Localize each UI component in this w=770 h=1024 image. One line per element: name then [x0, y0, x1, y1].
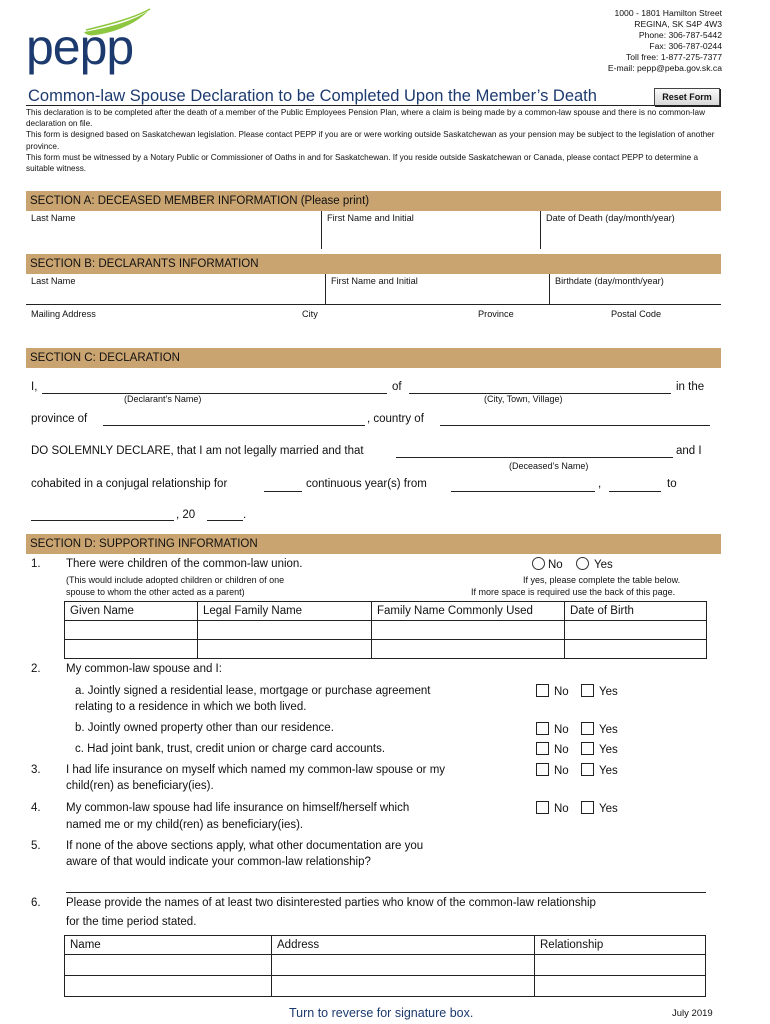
c-continuous: continuous year(s) from — [306, 478, 427, 490]
q2b-yes-checkbox[interactable] — [581, 722, 594, 735]
turn-over-note: Turn to reverse for signature box. — [289, 1006, 474, 1020]
a-first-name-label: First Name and Initial — [327, 213, 414, 223]
c-cohabited: cohabited in a conjugal relationship for — [31, 478, 228, 490]
c-province-of: province of — [31, 413, 88, 425]
q4-yes-label: Yes — [599, 803, 618, 815]
address-fax: Fax: 306-787-0244 — [649, 41, 722, 52]
parties-row — [65, 976, 706, 997]
q2c-yes-checkbox[interactable] — [581, 742, 594, 755]
c-deceased-line[interactable] — [396, 457, 673, 458]
children-table — [64, 601, 707, 659]
children-header-row — [65, 602, 707, 621]
b-row-rule — [26, 304, 721, 305]
c-city-caption: (City, Town, Village) — [484, 394, 563, 404]
q1-yes-radio[interactable] — [576, 557, 589, 570]
parties-cell[interactable] — [272, 976, 535, 997]
c-period: . — [243, 509, 247, 521]
b-birthdate-input[interactable] — [553, 288, 719, 302]
d-yes-note2: If more space is required use the back of this page. — [471, 587, 676, 597]
address-phone: Phone: 306-787-5442 — [638, 30, 722, 41]
a-date-of-death-label: Date of Death (day/month/year) — [546, 213, 675, 223]
children-header: Family Name Commonly Used — [372, 602, 565, 621]
q2a-yes-label: Yes — [599, 686, 618, 698]
q3-no-checkbox[interactable] — [536, 763, 549, 776]
d-q5-line1: If none of the above sections apply, what other documentation are you — [66, 840, 424, 852]
d-q1-text: There were children of the common-law union. — [66, 558, 303, 570]
q4-yes-checkbox[interactable] — [581, 801, 594, 814]
d-q2b: b. Jointly owned property other than our residence. — [75, 722, 334, 734]
b-birthdate-label: Birthdate (day/month/year) — [555, 276, 664, 286]
q2b-yes-label: Yes — [599, 724, 618, 736]
intro-p2: This form is designed based on Saskatchewan legislation. Please contact PEPP if you are or were working outside Saskatchewan as your pension may be subject to the legislation of another province. — [26, 130, 715, 151]
intro-p3: This form must be witnessed by a Notary Public or Commissioner of Oaths in and for Saskatchewan. If you reside outside Saskatchewan or Canada, please contact PEPP to determine a suitable witness. — [26, 152, 699, 174]
address-tollfree: Toll free: 1-877-275-7377 — [625, 52, 722, 63]
c-declarant-line[interactable] — [42, 393, 387, 394]
q3-yes-checkbox[interactable] — [581, 763, 594, 776]
b-last-name-label: Last Name — [31, 276, 76, 286]
children-row — [65, 640, 707, 659]
contact-address — [492, 8, 722, 75]
d-q2c: c. Had joint bank, trust, credit union or charge card accounts. — [75, 743, 386, 755]
children-row — [65, 621, 707, 640]
d-q1-note2: spouse to whom the other acted as a parent) — [66, 587, 245, 597]
parties-row — [65, 955, 706, 976]
address-email: E-mail: pepp@peba.gov.sk.ca — [607, 63, 722, 74]
c-in-the: in the — [676, 381, 705, 393]
parties-cell[interactable] — [535, 976, 706, 997]
children-header: Given Name — [65, 602, 198, 621]
a-divider-1 — [321, 211, 322, 249]
q2a-no-checkbox[interactable] — [536, 684, 549, 697]
c-deceased-caption: (Deceased’s Name) — [509, 461, 589, 471]
q1-yes-label: Yes — [594, 559, 613, 571]
b-divider-1 — [325, 274, 326, 304]
a-last-name-input[interactable] — [30, 226, 318, 246]
children-cell[interactable] — [198, 621, 372, 640]
c-country-of: , country of — [367, 413, 424, 425]
b-divider-2 — [549, 274, 550, 304]
q1-no-radio[interactable] — [532, 557, 545, 570]
children-cell[interactable] — [372, 640, 565, 659]
q2a-yes-checkbox[interactable] — [581, 684, 594, 697]
a-last-name-label: Last Name — [31, 213, 76, 223]
c-from-line[interactable] — [451, 491, 595, 492]
b-last-name-input[interactable] — [30, 288, 322, 302]
section-b-heading: SECTION B: DECLARANTS INFORMATION — [26, 254, 721, 274]
c-country-line[interactable] — [440, 425, 710, 426]
q4-no-label: No — [554, 803, 569, 815]
children-header: Legal Family Name — [198, 602, 372, 621]
a-divider-2 — [540, 211, 541, 249]
children-cell[interactable] — [65, 621, 198, 640]
intro-p1: This declaration is to be completed after the death of a member of the Public Employees Pension Plan, where a claim is being made by a common-law spouse and there is no common-law declaration on file. — [26, 108, 706, 129]
b-address-input[interactable] — [30, 321, 720, 345]
c-to-date-line[interactable] — [31, 520, 174, 521]
b-first-name-label: First Name and Initial — [331, 276, 418, 286]
c-and-i: and I — [676, 445, 702, 457]
d-q3-line2: child(ren) as beneficiary(ies). — [66, 780, 214, 792]
parties-header: Relationship — [535, 936, 706, 955]
q2c-yes-label: Yes — [599, 744, 618, 756]
b-city-label: City — [302, 309, 318, 319]
parties-header: Name — [65, 936, 272, 955]
c-years-line[interactable] — [264, 491, 302, 492]
c-of: of — [392, 381, 402, 393]
address-line2: REGINA, SK S4P 4W3 — [634, 19, 722, 30]
q2c-no-label: No — [554, 744, 569, 756]
children-cell[interactable] — [565, 621, 707, 640]
d-q2a-line1: a. Jointly signed a residential lease, mortgage or purchase agreement — [75, 685, 431, 697]
section-d-heading: SECTION D: SUPPORTING INFORMATION — [26, 534, 721, 554]
d-q3-number: 3. — [31, 764, 41, 776]
a-date-of-death-input[interactable] — [544, 226, 719, 246]
c-province-line[interactable] — [103, 425, 365, 426]
d-q1-note1: (This would include adopted children or children of one — [66, 575, 285, 585]
a-first-name-input[interactable] — [325, 226, 537, 246]
reset-form-button[interactable]: Reset Form — [654, 88, 720, 106]
children-cell[interactable] — [198, 640, 372, 659]
parties-header: Address — [272, 936, 535, 955]
d-q4-number: 4. — [31, 802, 41, 814]
c-comma: , — [598, 478, 602, 490]
d-q2a-line2: relating to a residence in which we both lived. — [75, 701, 307, 713]
b-province-label: Province — [478, 309, 514, 319]
parties-cell[interactable] — [65, 976, 272, 997]
q2c-no-checkbox[interactable] — [536, 742, 549, 755]
children-cell[interactable] — [565, 640, 707, 659]
d-q2-text: My common-law spouse and I: — [66, 663, 222, 675]
c-to: to — [667, 478, 677, 490]
form-title: Common-law Spouse Declaration to be Completed Upon the Member’s Death — [28, 87, 597, 105]
section-c-heading: SECTION C: DECLARATION — [26, 348, 721, 368]
q5-answer-line[interactable] — [66, 892, 706, 893]
form-date: July 2019 — [672, 1008, 713, 1019]
d-q5-line2: aware of that would indicate your common-law relationship? — [66, 856, 371, 868]
d-q5-number: 5. — [31, 840, 41, 852]
children-header: Date of Birth — [565, 602, 707, 621]
pepp-logo — [26, 8, 156, 80]
c-twenty: , 20 — [176, 509, 196, 521]
q3-yes-label: Yes — [599, 765, 618, 777]
address-line1: 1000 - 1801 Hamilton Street — [614, 8, 722, 18]
children-cell[interactable] — [372, 621, 565, 640]
c-from-year-line[interactable] — [609, 491, 661, 492]
d-q2-number: 2. — [31, 663, 41, 675]
parties-cell[interactable] — [272, 955, 535, 976]
parties-header-row — [65, 936, 706, 955]
intro-text — [26, 107, 720, 174]
d-q6-number: 6. — [31, 897, 41, 909]
b-mailing-label: Mailing Address — [31, 309, 96, 319]
c-declarant-caption: (Declarant’s Name) — [124, 394, 202, 404]
children-cell[interactable] — [65, 640, 198, 659]
d-q4-line1: My common-law spouse had life insurance on himself/herself which — [66, 802, 410, 814]
c-i: I, — [31, 381, 38, 393]
d-q6-line1: Please provide the names of at least two disinterested parties who know of the common-law relationship — [66, 897, 596, 909]
q2a-no-label: No — [554, 686, 569, 698]
d-q6-line2: for the time period stated. — [66, 916, 197, 928]
q2b-no-label: No — [554, 724, 569, 736]
parties-table — [64, 935, 706, 997]
b-postal-label: Postal Code — [611, 309, 662, 319]
q3-no-label: No — [554, 765, 569, 777]
q4-no-checkbox[interactable] — [536, 801, 549, 814]
d-q3-line1: I had life insurance on myself which named my common-law spouse or my — [66, 764, 446, 776]
section-a-heading: SECTION A: DECEASED MEMBER INFORMATION (Please print) — [26, 191, 721, 211]
c-to-year-line[interactable] — [207, 520, 243, 521]
q2b-no-checkbox[interactable] — [536, 722, 549, 735]
d-yes-note1: If yes, please complete the table below. — [523, 575, 681, 585]
parties-cell[interactable] — [535, 955, 706, 976]
q1-no-label: No — [548, 559, 563, 571]
d-q4-line2: named me or my child(ren) as beneficiary(ies). — [66, 819, 304, 831]
logo-text: pepp — [26, 19, 134, 75]
title-rule — [26, 105, 720, 106]
b-first-name-input[interactable] — [329, 288, 546, 302]
c-solemnly: DO SOLEMNLY DECLARE, that I am not legally married and that — [31, 445, 364, 457]
parties-cell[interactable] — [65, 955, 272, 976]
d-q1-number: 1. — [31, 558, 41, 570]
